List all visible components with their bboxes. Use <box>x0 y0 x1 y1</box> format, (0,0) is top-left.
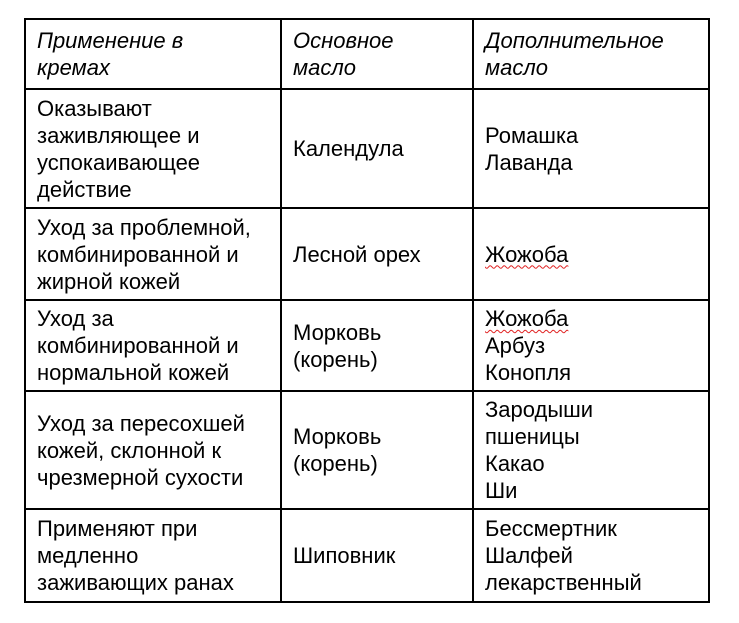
header-line: кремах <box>37 55 110 80</box>
cell-line: успокаивающее <box>37 149 201 175</box>
cell-line: Зародыши <box>485 397 594 422</box>
cell-line: Жожоба <box>485 241 569 267</box>
cell-line: действие <box>37 176 132 202</box>
cell-line: Применяют при <box>37 516 198 541</box>
cell-line: Морковь <box>293 424 382 449</box>
cell-line: Оказывают <box>37 95 152 121</box>
header-use <box>25 19 281 89</box>
header-line: масло <box>293 55 356 80</box>
cell-use <box>25 208 281 300</box>
cell-use <box>25 300 281 391</box>
cell-line: (корень) <box>293 346 378 372</box>
cell-line: Морковь <box>293 319 382 345</box>
cell-extra-oil <box>473 509 709 602</box>
cell-line: Ромашка <box>485 122 579 148</box>
header-line: Применение в <box>37 28 184 53</box>
cell-line: жирной кожей <box>37 268 181 294</box>
cell-line: комбинированной и <box>37 333 239 358</box>
cell-line: Календула <box>293 136 404 161</box>
cell-base-oil <box>281 509 473 602</box>
cell-base-oil <box>281 391 473 509</box>
table-row <box>25 208 709 300</box>
cell-use <box>25 509 281 602</box>
cell-line: Ши <box>485 478 518 503</box>
cell-line: кожей, склонной к <box>37 437 222 463</box>
cell-line: заживающих ранах <box>37 570 234 595</box>
cell-line: комбинированной и <box>37 241 239 267</box>
cell-extra-oil <box>473 89 709 208</box>
cell-line: Уход за проблемной, <box>37 214 251 240</box>
header-base-oil <box>281 19 473 89</box>
cell-base-oil <box>281 208 473 300</box>
cell-line: Лесной орех <box>293 241 421 267</box>
header-row <box>25 19 709 89</box>
cell-line: Шиповник <box>293 543 396 568</box>
cell-line: Уход за пересохшей <box>37 410 245 436</box>
cell-line: Арбуз <box>485 333 546 358</box>
cell-extra-oil <box>473 300 709 391</box>
cell-line: пшеницы <box>485 424 580 449</box>
cell-line: Какао <box>485 451 545 476</box>
header-line: Дополнительное <box>485 28 664 53</box>
header-line: Основное <box>293 28 394 53</box>
cell-use <box>25 89 281 208</box>
cell-line: Уход за <box>37 306 114 331</box>
header-line: масло <box>485 55 548 80</box>
cell-line: чрезмерной сухости <box>37 464 244 490</box>
oils-table <box>24 18 710 603</box>
cell-line: медленно <box>37 543 139 568</box>
cell-extra-oil <box>473 391 709 509</box>
cell-line: (корень) <box>293 451 378 476</box>
cell-line: заживляющее и <box>37 122 200 148</box>
cell-line: лекарственный <box>485 570 642 595</box>
cell-line: Лаванда <box>485 149 573 175</box>
cell-line: нормальной кожей <box>37 360 230 385</box>
cell-base-oil <box>281 89 473 208</box>
cell-line: Бессмертник <box>485 516 617 541</box>
cell-line: Шалфей <box>485 543 573 568</box>
cell-base-oil <box>281 300 473 391</box>
cell-use <box>25 391 281 509</box>
table-row <box>25 391 709 509</box>
table-row <box>25 509 709 602</box>
cell-extra-oil <box>473 208 709 300</box>
cell-line: Конопля <box>485 360 572 385</box>
cell-line: Жожоба <box>485 306 569 331</box>
table-row <box>25 89 709 208</box>
header-extra-oil <box>473 19 709 89</box>
table-row <box>25 300 709 391</box>
